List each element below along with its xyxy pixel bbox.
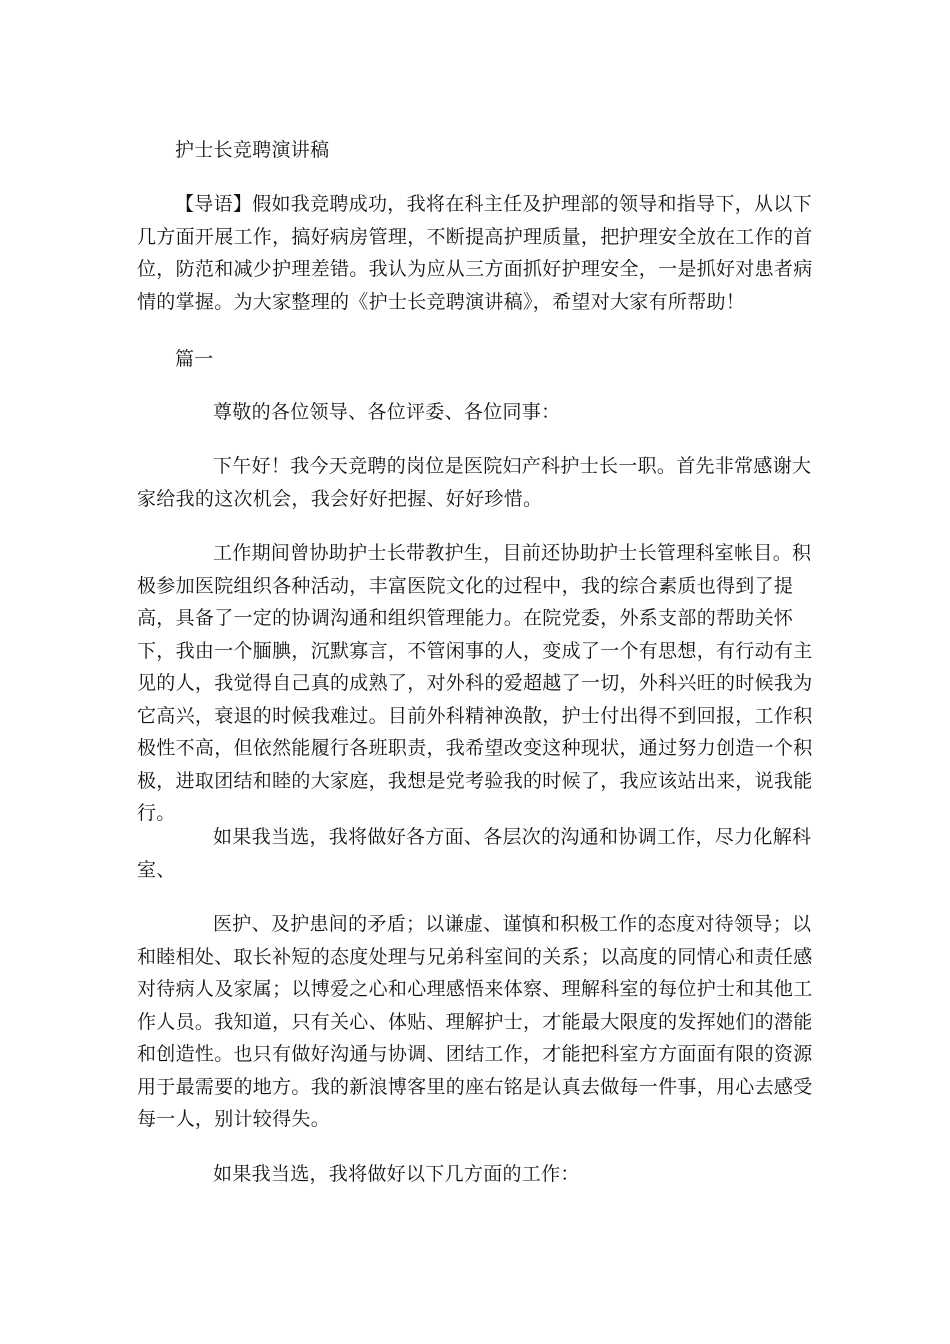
intro-paragraph: 【导语】假如我竞聘成功，我将在科主任及护理部的领导和指导下，从以下几方面开展工作，搞好病房管理，不断提高护理质量，把护理安全放在工作的首位，防范和减少护理差错。我认为应从三方面抓好护理安全，一是抓好对患者病情的掌握。为大家整理的《护士长竞聘演讲稿》，希望对大家有所帮助！ bbox=[137, 193, 813, 313]
greeting-line: 尊敬的各位领导、各位评委、各位同事： bbox=[213, 401, 561, 423]
body-paragraph: 工作期间曾协助护士长带教护生，目前还协助护士长管理科室帐目。积极参加医院组织各种活动，丰富医院文化的过程中，我的综合素质也得到了提高，具备了一定的协调沟通和组织管理能力。在院党委，外系支部的帮助关怀下，我由一个腼腆，沉默寡言，不管闲事的人，变成了一个有思想，有行动有主见的人，我觉得自己真的成熟了，对外科的爱超越了一切，外科兴旺的时候我为它高兴，衰退的时候我难过。目前外科精神涣散，护士付出得不到回报，工作积极性不高，但依然能履行各班职责，我希望改变这种现状，通过努力创造一个积极，进取团结和睦的大家庭，我想是党考验我的时候了，我应该站出来，说我能行。 bbox=[137, 542, 813, 824]
body-paragraph: 医护、及护患间的矛盾；以谦虚、谨慎和积极工作的态度对待领导；以和睦相处、取长补短的态度处理与兄弟科室间的关系；以高度的同情心和责任感对待病人及家属；以博爱之心和心理感悟来体察、理解科室的每位护士和其他工作人员。我知道，只有关心、体贴、理解护士，才能最大限度的发挥她们的潜能和创造性。也只有做好沟通与协调、团结工作，才能把科室方方面面有限的资源用于最需要的地方。我的新浪博客里的座右铭是认真去做每一件事，用心去感受每一人，别计较得失。 bbox=[137, 913, 813, 1130]
body-paragraph: 如果我当选，我将做好以下几方面的工作： bbox=[213, 1163, 580, 1185]
body-paragraph: 下午好！我今天竞聘的岗位是医院妇产科护士长一职。首先非常感谢大家给我的这次机会，我会好好把握、好好珍惜。 bbox=[137, 455, 812, 510]
body-paragraph: 如果我当选，我将做好各方面、各层次的沟通和协调工作，尽力化解科室、 bbox=[137, 826, 812, 881]
document-title: 护士长竞聘演讲稿 bbox=[175, 139, 330, 161]
section-label: 篇一 bbox=[175, 348, 214, 370]
